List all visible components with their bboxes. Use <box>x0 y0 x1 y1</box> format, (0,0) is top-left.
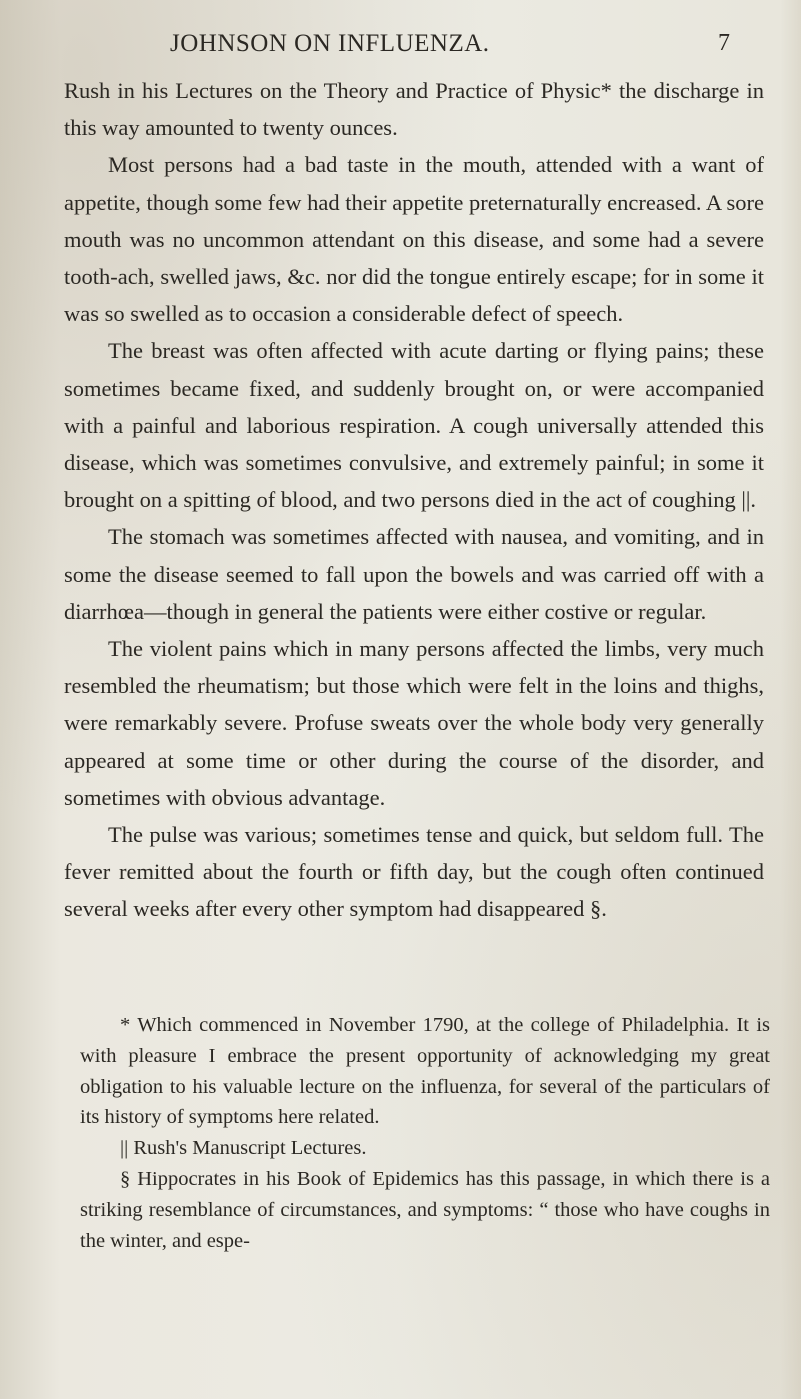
paragraph: Rush in his Lectures on the Theory and Practice of Physic* the discharge in this way amounted to twenty ounces. <box>64 78 764 141</box>
paragraph: The breast was often affected with acute darting or flying pains; these sometimes became fixed, and suddenly brought on, or were accompanied with a painful and laborious respiration. A cough universally attended this disease, which was sometimes convulsive, and extremely painful; in some it brought on a spitting of blood, and two persons died in the act of coughing ||. <box>64 338 764 513</box>
page-number: 7 <box>718 30 730 56</box>
footnote: * Which commenced in November 1790, at the college of Philadelphia. It is with pleasure I embrace the present opportunity of acknowledging my great obligation to his valuable lecture on the influenza, for several of the particulars of its history of symptoms here related. <box>80 1014 770 1129</box>
footnote: || Rush's Manuscript Lectures. <box>120 1137 367 1160</box>
footnote: § Hippocrates in his Book of Epidemics has this passage, in which there is a striking resemblance of circumstances, and symptoms: “ those who have coughs in the winter, and espe- <box>80 1167 770 1252</box>
main-text <box>64 72 764 928</box>
paragraph: Most persons had a bad taste in the mouth, attended with a want of appetite, though some few had their appetite preternaturally encreased. A sore mouth was no uncommon attendant on this disease, and some had a severe tooth-ach, swelled jaws, &c. nor did the tongue entirely escape; for in some it was so swelled as to occasion a considerable defect of speech. <box>64 152 764 327</box>
footnotes <box>80 1010 770 1256</box>
running-header <box>110 30 730 60</box>
paragraph: The stomach was sometimes affected with nausea, and vomiting, and in some the disease seemed to fall upon the bowels and was carried off with a diarrhœa—though in general the patients were either costive or regular. <box>64 524 764 624</box>
paragraph: The pulse was various; sometimes tense and quick, but seldom full. The fever remitted about the fourth or fifth day, but the cough often continued several weeks after every other symptom had disappeared §. <box>64 822 764 922</box>
running-title: JOHNSON ON INFLUENZA. <box>170 30 490 57</box>
paragraph: The violent pains which in many persons affected the limbs, very much resembled the rheumatism; but those which were felt in the loins and thighs, were remarkably severe. Profuse sweats over the whole body very generally appeared at some time or other during the course of the disorder, and sometimes with obvious advantage. <box>64 636 764 810</box>
